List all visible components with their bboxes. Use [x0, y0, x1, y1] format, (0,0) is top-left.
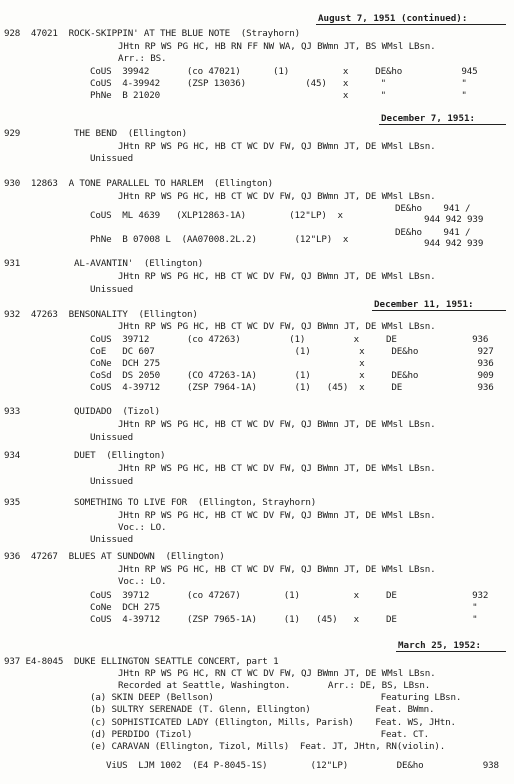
- entry-line: 944 942 939: [424, 214, 484, 225]
- entry-line: 929 THE BEND (Ellington): [4, 128, 187, 139]
- entry-line: CoNe DCH 275 ": [90, 602, 478, 613]
- entry-line: CoUS 39942 (co 47021) (1) x DE&ho 945: [90, 66, 478, 77]
- entry-line: CoUS 39712 (co 47267) (1) x DE 932: [90, 590, 489, 601]
- entry-line: CoUS ML 4639 (XLP12863-1A) (12"LP) x: [90, 210, 343, 221]
- date-header-rule: [316, 24, 506, 25]
- entry-line: 930 12863 A TONE PARALLEL TO HARLEM (Ellington): [4, 178, 274, 189]
- session-date-header: March 25, 1952:: [398, 640, 481, 651]
- entry-line: CoUS 4-39712 (ZSP 7965-1A) (1) (45) x DE ": [90, 614, 478, 625]
- entry-line: DE&ho 941 /: [395, 203, 471, 214]
- entry-line: (e) CARAVAN (Ellington, Tizol, Mills) Feat. JT, JHtn, RN(violin).: [90, 741, 446, 752]
- entry-line: Recorded at Seattle, Washington. Arr.: DE, BS, LBsn.: [118, 680, 431, 691]
- session-date-header: August 7, 1951 (continued):: [318, 13, 468, 24]
- entry-line: (d) PERDIDO (Tizol) Feat. CT.: [90, 729, 430, 740]
- entry-line: JHtn RP WS PG HC, HB CT WC DV FW, QJ BWmn JT, DE WMsl LBsn.: [118, 463, 436, 474]
- session-date-header: December 11, 1951:: [374, 299, 474, 310]
- entry-line: CoSd DS 2050 (CO 47263-1A) (1) x DE&ho 909: [90, 370, 494, 381]
- entry-line: JHtn RP WS PG HC, HB CT WC DV FW, QJ BWmn JT, DE WMsl LBsn.: [118, 191, 436, 202]
- entry-line: JHtn RP WS PG HC, HB CT WC DV FW, QJ BWmn JT, DE WMsl LBsn.: [118, 321, 436, 332]
- entry-line: Arr.: BS.: [118, 53, 167, 64]
- session-date-header: December 7, 1951:: [381, 113, 476, 124]
- entry-line: ViUS LJM 1002 (E4 P-8045-1S) (12"LP) DE&ho 938: [106, 760, 499, 771]
- entry-line: (b) SULTRY SERENADE (T. Glenn, Ellington) Feat. BWmn.: [90, 704, 435, 715]
- entry-line: JHtn RP WS PG HC, HB CT WC DV FW, QJ BWmn JT, DE WMsl LBsn.: [118, 564, 436, 575]
- entry-line: JHtn RP WS PG HC, HB CT WC DV FW, QJ BWmn JT, DE WMsl LBsn.: [118, 141, 436, 152]
- entry-line: 931 AL-AVANTIN' (Ellington): [4, 258, 204, 269]
- entry-line: JHtn RP WS PG HC, HB CT WC DV FW, QJ BWmn JT, DE WMsl LBsn.: [118, 510, 436, 521]
- entry-line: CoUS 4-39712 (ZSP 7964-1A) (1) (45) x DE 936: [90, 382, 494, 393]
- entry-line: Unissued: [90, 153, 134, 164]
- entry-line: Unissued: [90, 476, 134, 487]
- entry-line: CoE DC 607 (1) x DE&ho 927: [90, 346, 494, 357]
- entry-line: 935 SOMETHING TO LIVE FOR (Ellington, Strayhorn): [4, 497, 317, 508]
- entry-line: 933 QUIDADO (Tizol): [4, 406, 161, 417]
- entry-line: 944 942 939: [424, 238, 484, 249]
- date-header-rule: [396, 651, 506, 652]
- entry-line: Unissued: [90, 534, 134, 545]
- entry-line: (c) SOPHISTICATED LADY (Ellington, Mills, Parish) Feat. WS, JHtn.: [90, 717, 456, 728]
- entry-line: Unissued: [90, 432, 134, 443]
- entry-line: CoNe DCH 275 x 936: [90, 358, 494, 369]
- entry-line: DE&ho 941 /: [395, 227, 471, 238]
- entry-line: Voc.: LO.: [118, 576, 167, 587]
- entry-line: PhNe B 07008 L (AA07008.2L.2) (12"LP) x: [90, 234, 349, 245]
- entry-line: JHtn RP WS PG HC, HB RN FF NW WA, QJ BWmn JT, BS WMsl LBsn.: [118, 41, 436, 52]
- date-header-rule: [372, 310, 506, 311]
- entry-line: 932 47263 BENSONALITY (Ellington): [4, 309, 198, 320]
- entry-line: Voc.: LO.: [118, 522, 167, 533]
- entry-line: 937 E4-8045 DUKE ELLINGTON SEATTLE CONCERT, part 1: [4, 656, 279, 667]
- date-header-rule: [379, 124, 506, 125]
- entry-line: JHtn RP WS PG HC, RN CT WC DV FW, QJ BWmn JT, DE WMsl LBsn.: [118, 668, 436, 679]
- entry-line: 934 DUET (Ellington): [4, 450, 166, 461]
- entry-line: PhNe B 21020 x " ": [90, 90, 467, 101]
- entry-line: 928 47021 ROCK-SKIPPIN' AT THE BLUE NOTE (Strayhorn): [4, 28, 300, 39]
- entry-line: (a) SKIN DEEP (Bellson) Featuring LBsn.: [90, 692, 462, 703]
- entry-line: CoUS 4-39942 (ZSP 13036) (45) x " ": [90, 78, 467, 89]
- entry-line: JHtn RP WS PG HC, HB CT WC DV FW, QJ BWmn JT, DE WMsl LBsn.: [118, 419, 436, 430]
- entry-line: CoUS 39712 (co 47263) (1) x DE 936: [90, 334, 489, 345]
- entry-line: 936 47267 BLUES AT SUNDOWN (Ellington): [4, 551, 225, 562]
- entry-line: Unissued: [90, 284, 134, 295]
- entry-line: JHtn RP WS PG HC, HB CT WC DV FW, QJ BWmn JT, DE WMsl LBsn.: [118, 271, 436, 282]
